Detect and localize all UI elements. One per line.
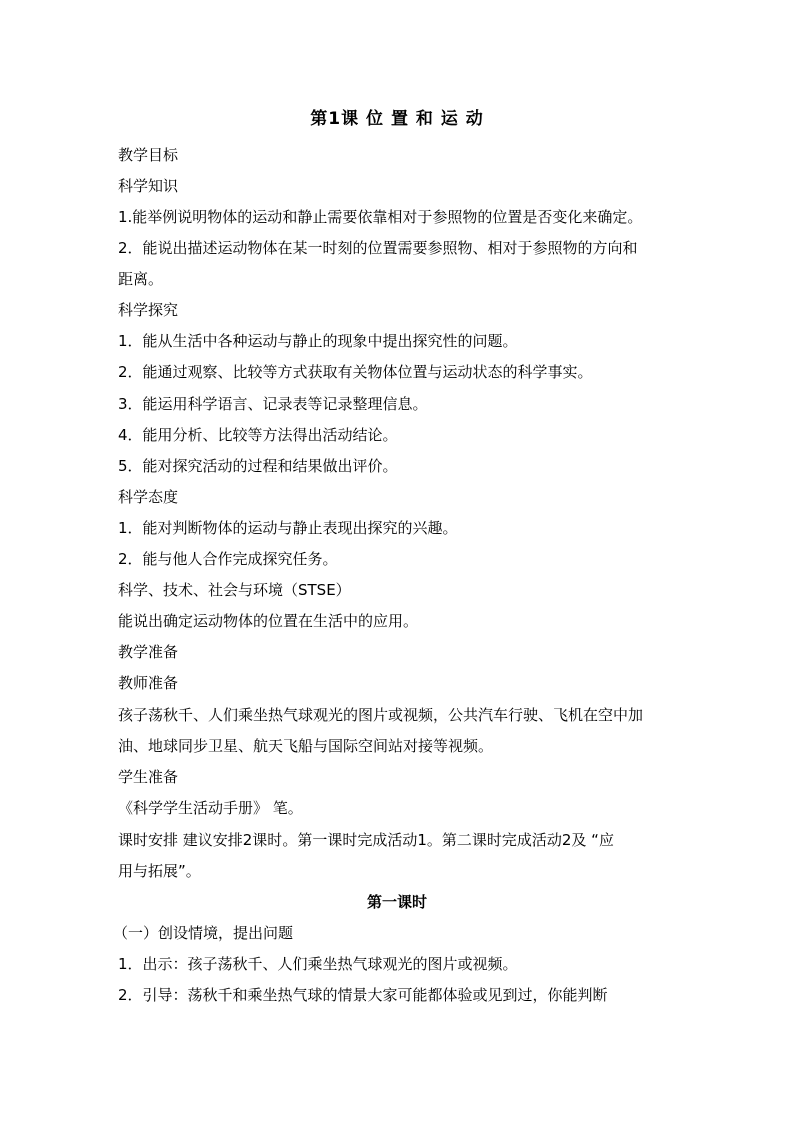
- text-line: 油、地球同步卫星、航天飞船与国际空间站对接等视频。: [118, 737, 494, 755]
- page-title: 第1课 位 置 和 运 动: [310, 109, 484, 129]
- heading-teaching-goals: 教学目标: [118, 146, 179, 164]
- text-line: 能说出确定运动物体的位置在生活中的应用。: [118, 612, 419, 630]
- text-line: 距离。: [118, 270, 164, 288]
- text-line: 2．能通过观察、比较等方式获取有关物体位置与运动状态的科学事实。: [118, 363, 593, 381]
- text-line: 1．出示：孩子荡秋千、人们乘坐热气球观光的图片或视频。: [118, 955, 518, 973]
- text-line: 3．能运用科学语言、记录表等记录整理信息。: [118, 395, 428, 413]
- heading-teaching-preparation: 教学准备: [118, 643, 179, 661]
- text-line: 1．能从生活中各种运动与静止的现象中提出探究性的问题。: [118, 332, 518, 350]
- text-line: 《科学学生活动手册》 笔。: [118, 799, 303, 817]
- heading-science-inquiry: 科学探究: [118, 301, 179, 319]
- heading-science-attitude: 科学态度: [118, 488, 179, 506]
- text-line: 2．能与他人合作完成探究任务。: [118, 550, 338, 568]
- text-line: 2．引导：荡秋千和乘坐热气球的情景大家可能都体验或见到过，你能判断: [118, 986, 608, 1004]
- text-line: 孩子荡秋千、人们乘坐热气球观光的图片或视频，公共汽车行驶、飞机在空中加: [118, 706, 644, 724]
- text-line: 课时安排 建议安排2课时。第一课时完成活动1。第二课时完成活动2及 “应: [118, 831, 614, 849]
- text-line: 1.能举例说明物体的运动和静止需要依靠相对于参照物的位置是否变化来确定。: [118, 208, 643, 226]
- heading-stse: 科学、技术、社会与环境（STSE）: [118, 581, 351, 599]
- heading-science-knowledge: 科学知识: [118, 177, 179, 195]
- text-line: 2．能说出描述运动物体在某一时刻的位置需要参照物、相对于参照物的方向和: [118, 239, 638, 257]
- heading-student-preparation: 学生准备: [118, 768, 179, 786]
- heading-teacher-preparation: 教师准备: [118, 674, 179, 692]
- text-line: 用与拓展”。: [118, 862, 201, 880]
- section-heading: 第一课时: [366, 893, 427, 911]
- text-line: （一）创设情境，提出问题: [113, 924, 294, 942]
- text-line: 4．能用分析、比较等方法得出活动结论。: [118, 426, 398, 444]
- text-line: 5．能对探究活动的过程和结果做出评价。: [118, 457, 398, 475]
- text-line: 1．能对判断物体的运动与静止表现出探究的兴趣。: [118, 519, 458, 537]
